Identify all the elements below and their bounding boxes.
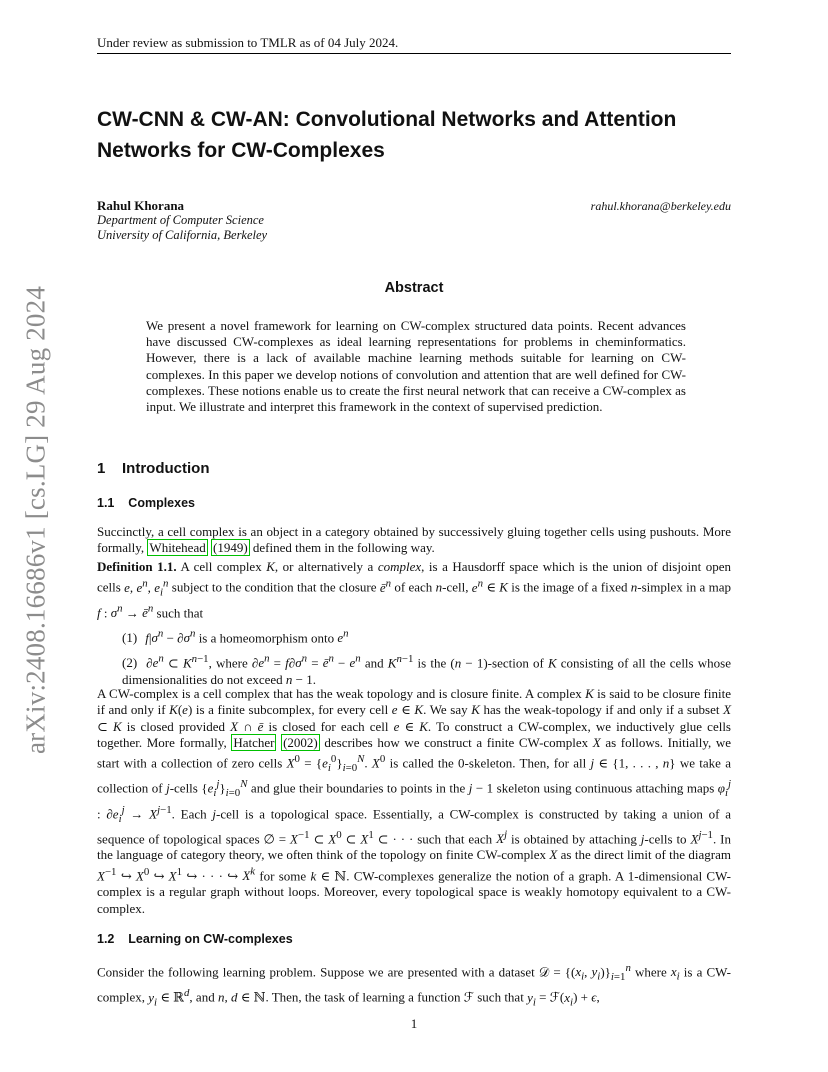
subsection-number: 1.1 <box>97 496 115 510</box>
running-head: Under review as submission to TMLR as of 04 July 2024. <box>97 35 731 54</box>
citation-link-hatcher[interactable]: Hatcher <box>233 734 275 750</box>
subsection-number: 1.2 <box>97 932 115 946</box>
section-heading-introduction <box>97 460 210 477</box>
paragraph-complexes-intro: Succinctly, a cell complex is an object in a category obtained by successively gluing together cells using pushouts. More formally, Whitehead (1949) defined them in the following way. <box>97 524 731 556</box>
author-name: Rahul Khorana <box>97 198 185 213</box>
list-item: (1) $f|\sigma^n - \partial\sigma^n$ is a homeomorphism onto $e^n$ <box>122 628 349 646</box>
subsection-heading-learning <box>97 932 293 946</box>
abstract-text: We present a novel framework for learning on CW-complex structured data points. Recent advances have discussed CW-complexes as ideal learning representations for problems in cheminformatics. However, there is a lack of available machine learning methods suitable for learning on CW-complexes. In this paper we develop notions of convolution and attention that are well defined for CW-complexes. These notions enable us to create the first neural network that can receive a CW-complex as input. We illustrate and interpret this framework in the context of supervised prediction. <box>146 318 686 415</box>
paper-title: CW-CNN & CW-AN: Convolutional Networks and Attention Networks for CW-Complexes <box>97 108 677 162</box>
citation-link-whitehead[interactable]: Whitehead <box>149 540 206 556</box>
paragraph-learning-problem: Consider the following learning problem. Suppose we are presented with a dataset 𝒟 = {($x_i$, $y_i)\}_{i=1}^n$ where $x_i$ is a CW-complex, $y_i$ ∈ ℝ$^d$, and n, d ∈ ℕ. Then, the task of learning a function ℱ such that $y_i$ = $ℱ(x_i) + \epsilon$, <box>97 962 732 1009</box>
subsection-title: Learning on CW-complexes <box>128 932 293 946</box>
citation-year-whitehead[interactable]: (1949) <box>212 540 248 556</box>
citation-year-hatcher[interactable]: (2002) <box>283 734 318 750</box>
subsection-title: Complexes <box>128 496 195 510</box>
section-number: 1 <box>97 460 106 477</box>
subsection-heading-complexes <box>97 496 195 510</box>
definition-label: Definition 1.1. <box>97 559 177 574</box>
definition-1-1: Definition 1.1. A cell complex K, or alternatively a complex, is a Hausdorff space which is the union of disjoint open cells e, $e^n$, $e_i^n$ subject to the condition that the closure $ē^n$ of each n-cell, $e^n$ ∈ K is the image of a fixed n-simplex in a map f : $\sigma^n$ → $ē^n$ such that <box>97 559 731 620</box>
author-department: Department of Computer Science <box>97 213 264 227</box>
list-item: (2) $\partial e^n$ ⊂ $K^{n-1}$, where $\partial e^n = f\partial\sigma^n$ = $ē^n - e^n$ and $K^{n-1}$ is the (n − 1)-section of K consisting of all the cells whose dimensionalities do not exceed n − 1. <box>122 653 731 687</box>
arxiv-identifier: arXiv:2408.16686v1 [cs.LG] 29 Aug 2024 <box>20 285 51 755</box>
author-email: rahul.khorana@berkeley.edu <box>590 199 731 213</box>
paragraph-cw-complex: A CW-complex is a cell complex that has the weak topology and is closure finite. A complex K is said to be closure finite if and only if K(e) is a finite subcomplex, for every cell e ∈ K. We say K has the weak-topology if and only if a subset X ⊂ K is closed provided X ∩ ē is closed for each cell e ∈ K. To construct a CW-complex, we inductively glue cells together. More formally, Hatcher (2002) describes how we construct a finite CW-complex X as follows. Initially, we start with a collection of zero cells $X^0 = \{e_i^0\}_{i=0}^N$. $X^0$ is called the 0-skeleton. Then, for all j ∈ {1, . . . , n} we take a collection of j-cells $\{e_i^j\}_{i=0}^N$ and glue their boundaries to points in the j − 1 skeleton using continuous attaching maps $\varphi_i^j$ : $\partial e_i^j \to X^{j-1}$. Each j-cell is a topological space. Essentially, a CW-complex is constructed by taking a union of a sequence of topological spaces ∅ = $X^{-1}$ ⊂ $X^0$ ⊂ $X^1$ ⊂ · · · such that each $X^j$ is obtained by attaching j-cells to $X^{j-1}$. In the language of category theory, we often think of the topology on finite CW-complex X as the direct limit of the diagram $X^{-1}$ ↪ $X^0$ ↪ $X^1$ ↪ · · · ↪ $X^k$ for some k ∈ ℕ. CW-complexes generalize the notion of a graph. A 1-dimensional CW-complex is a regular graph without loops. Moreover, every topological space is weakly homotopy equivalent to a CW-complex. <box>97 686 732 916</box>
section-title: Introduction <box>122 460 210 477</box>
author-university: University of California, Berkeley <box>97 228 268 242</box>
page-number: 1 <box>410 1016 418 1031</box>
abstract-heading: Abstract <box>384 280 444 296</box>
